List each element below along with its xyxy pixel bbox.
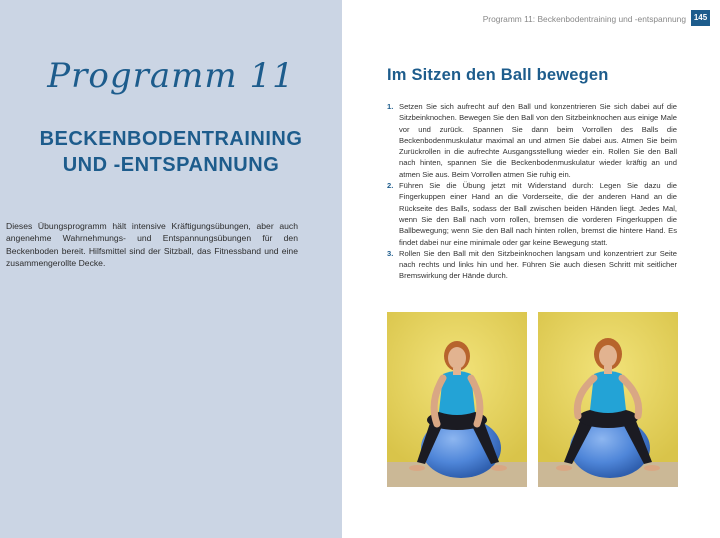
step-item bbox=[387, 248, 677, 282]
step-item bbox=[387, 180, 677, 248]
step-text: Führen Sie die Übung jetzt mit Widerstand durch: Legen Sie dazu die Fingerkuppen einer Hand an die Vorderseite, die der anderen Hand an die Rückseite des Balls, sodass der Ball zwischen beiden Händen liegt. Jedes Mal, wenn Sie den Ball nach vorn rollen, bremsen die vorderen Fingerkuppen die Ballbewegung; wenn Sie den Ball nach hinten rollen, bremst die hintere Hand. Es findet dabei nur eine minimale oder gar keine Bewegung statt. bbox=[399, 181, 677, 247]
program-heading-line-1: BECKENBODENTRAINING bbox=[39, 128, 303, 150]
step-number: 3. bbox=[387, 248, 394, 258]
exercise-photo-2 bbox=[538, 312, 678, 487]
right-page bbox=[342, 0, 720, 538]
exercise-photo-1-image bbox=[387, 312, 527, 487]
step-text: Rollen Sie den Ball mit den Sitzbeinknochen langsam und konzentriert zur Seite nach rechts und links hin und her. Führen Sie auch diesen Schritt mit seitlicher Bremswirkung der Hände durch. bbox=[399, 248, 677, 281]
page-number: 145 bbox=[691, 10, 710, 26]
step-number: 2. bbox=[387, 181, 394, 191]
intro-paragraph: Dieses Übungsprogramm hält intensive Kräftigungsübungen, aber auch angenehme Wahrnehmungs- und Entspannungsübungen für den Beckenboden bereit. Hilfsmittel sind der Sitzball, das Fitnessband und eine zusammengerollte Decke. bbox=[6, 221, 298, 268]
program-heading bbox=[0, 126, 342, 178]
left-page bbox=[0, 0, 342, 538]
steps-list bbox=[387, 101, 677, 282]
step-text: Setzen Sie sich aufrecht auf den Ball und konzentrieren Sie sich dabei auf die Sitzbeinknochen. Bewegen Sie den Ball von den Sitzbeinknochen aus einige Male vor und zurück. Spannen Sie dann beim Vorrollen des Balls die Beckenbodenmuskulatur maximal an und atmen Sie dabei aus. Atmen Sie beim Zurückrollen in die aufrechte Ausgangsstellung wieder ein. Rollen Sie den Ball nach hinten, spannen Sie die Beckenbodenmuskulatur wieder kräftig an und atmen Sie aus. Beim Vorrollen atmen Sie ruhig ein. bbox=[399, 102, 677, 179]
step-number: 1. bbox=[387, 102, 394, 111]
exercise-photo-1 bbox=[387, 312, 527, 487]
exercise-photo-2-image bbox=[538, 312, 678, 487]
section-title: Im Sitzen den Ball bewegen bbox=[387, 66, 609, 84]
step-item bbox=[387, 101, 677, 180]
program-script-title: Programm 11 bbox=[47, 56, 295, 96]
running-head: Programm 11: Beckenbodentraining und -entspannung bbox=[482, 14, 686, 24]
program-heading-line-2: UND -ENTSPANNUNG bbox=[62, 154, 280, 176]
